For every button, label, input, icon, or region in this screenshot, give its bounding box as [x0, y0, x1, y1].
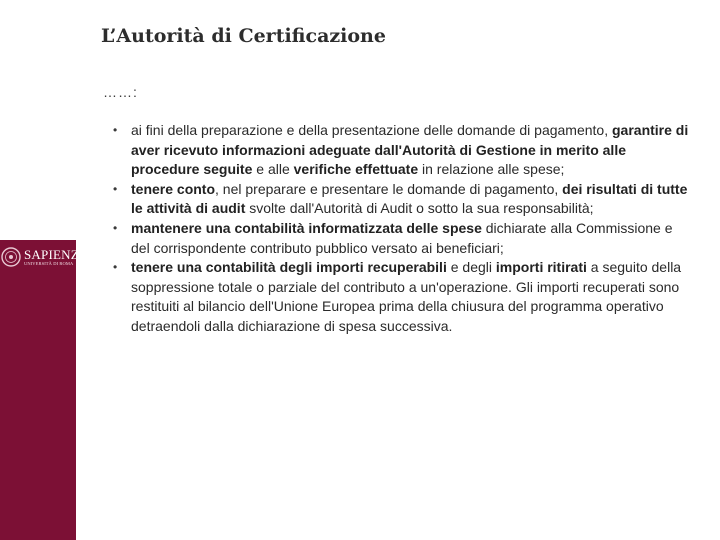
text-segment: a seguito della soppressione totale o parziale del contributo a un'operazione. Gli importi recuperati sono restituiti al bilancio dell'Unione Europea prima della chiusura del programma operativo detraendoli dalla dichiarazione di spesa successiva. — [131, 259, 682, 334]
text-segment: ai fini della preparazione e della presentazione delle domande di pagamento, — [131, 122, 612, 138]
bold-text-segment: mantenere una contabilità informatizzata delle spese — [131, 219, 482, 236]
bullet-glyph: • — [113, 220, 118, 235]
bold-text-segment: dei risultati di tutte le attività di audit — [131, 180, 688, 217]
text-segment: dichiarate alla Commissione e del corrispondente contributo pubblico versato ai beneficiari; — [131, 219, 673, 256]
slide-title: L’Autorità di Certificazione — [101, 25, 386, 47]
logo-subtitle: UNIVERSITÀ DI ROMA — [24, 260, 74, 266]
text-segment: e alle — [252, 161, 294, 178]
bullet-glyph: • — [113, 260, 118, 275]
list-item — [113, 121, 691, 180]
sidebar-band — [0, 240, 76, 540]
bold-text-segment: tenere una contabilità degli importi recuperabili — [131, 259, 447, 276]
list-item — [113, 180, 691, 219]
university-logo — [0, 242, 89, 272]
text-segment: , nel preparare e presentare le domande di pagamento, — [215, 180, 563, 197]
bullet-list — [113, 121, 691, 337]
logo-name: SAPIENZA — [24, 246, 89, 262]
bold-text-segment: garantire di aver ricevuto informazioni adeguate dall'Autorità di Gestione in merito alle procedure seguite — [131, 122, 689, 178]
sapienza-seal-icon — [1, 246, 21, 268]
text-segment: in relazione alle spese; — [418, 161, 565, 178]
intro-text: ……: — [103, 84, 138, 100]
bold-text-segment: tenere conto — [131, 180, 216, 197]
bold-text-segment: verifiche effettuate — [293, 161, 419, 178]
bullet-glyph: • — [113, 181, 118, 196]
logo-wordmark — [24, 248, 88, 267]
text-segment: e degli — [446, 259, 496, 276]
bold-text-segment: importi ritirati — [495, 259, 587, 276]
list-item — [113, 219, 691, 258]
list-item — [113, 258, 691, 336]
bullet-glyph: • — [113, 123, 118, 137]
text-segment: svolte dall'Autorità di Audit o sotto la sua responsabilità; — [245, 200, 594, 217]
